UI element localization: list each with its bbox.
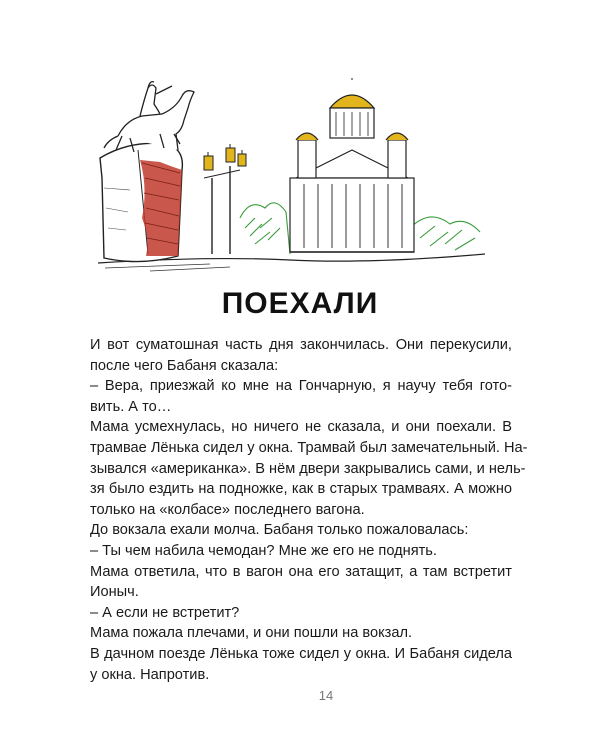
text-line-14: – А если не встретит? <box>90 604 240 621</box>
text-line-8: зя было ездить на подножке, как в старых трамваях. А можно <box>90 481 512 498</box>
text-line-6: трамвае Лёнька сидел у окна. Трамвай был замечательный. На- <box>90 439 528 456</box>
street-lanterns <box>204 144 246 254</box>
text-line-9: только на «колбасе» последнего вагона. <box>90 501 365 518</box>
ground-shadow <box>105 264 230 271</box>
text-line-15: Мама пожала плечами, и они пошли на вокзал. <box>90 625 413 642</box>
text-line-10: До вокзала ехали молча. Бабаня только пожаловалась: <box>90 522 469 539</box>
text-line-7: зывался «американка». В нём двери закрывались сами, и нель- <box>90 460 526 477</box>
chapter-title: ПОЕХАЛИ <box>221 287 379 320</box>
text-line-1: И вот суматошная часть дня закончилась. Они перекусили, <box>90 337 512 353</box>
page-number: 14 <box>318 688 334 703</box>
statue-pedestal <box>100 143 182 261</box>
text-line-13: Ионыч. <box>90 584 139 601</box>
text-line-17: у окна. Напротив. <box>90 666 210 683</box>
text-line-12: Мама ответила, что в вагон она его затащит, а там встретит <box>90 563 512 580</box>
text-line-4: вить. А то… <box>90 398 172 415</box>
chapter-text <box>90 335 528 685</box>
text-line-5: Мама усмехнулась, но ничего не сказала, и они поехали. В <box>90 419 512 436</box>
text-line-3: – Вера, приезжай ко мне на Гончарную, я научу тебя гото- <box>90 378 512 395</box>
horse-rider-statue <box>104 82 194 152</box>
text-line-16: В дачном поезде Лёнька тоже сидел у окна. И Бабаня сидела <box>90 645 512 662</box>
cathedral <box>290 78 414 252</box>
city-sketch-illustration <box>90 78 490 278</box>
text-line-11: – Ты чем набила чемодан? Мне же его не поднять. <box>90 542 437 559</box>
text-line-2: после чего Бабаня сказала: <box>90 357 279 374</box>
